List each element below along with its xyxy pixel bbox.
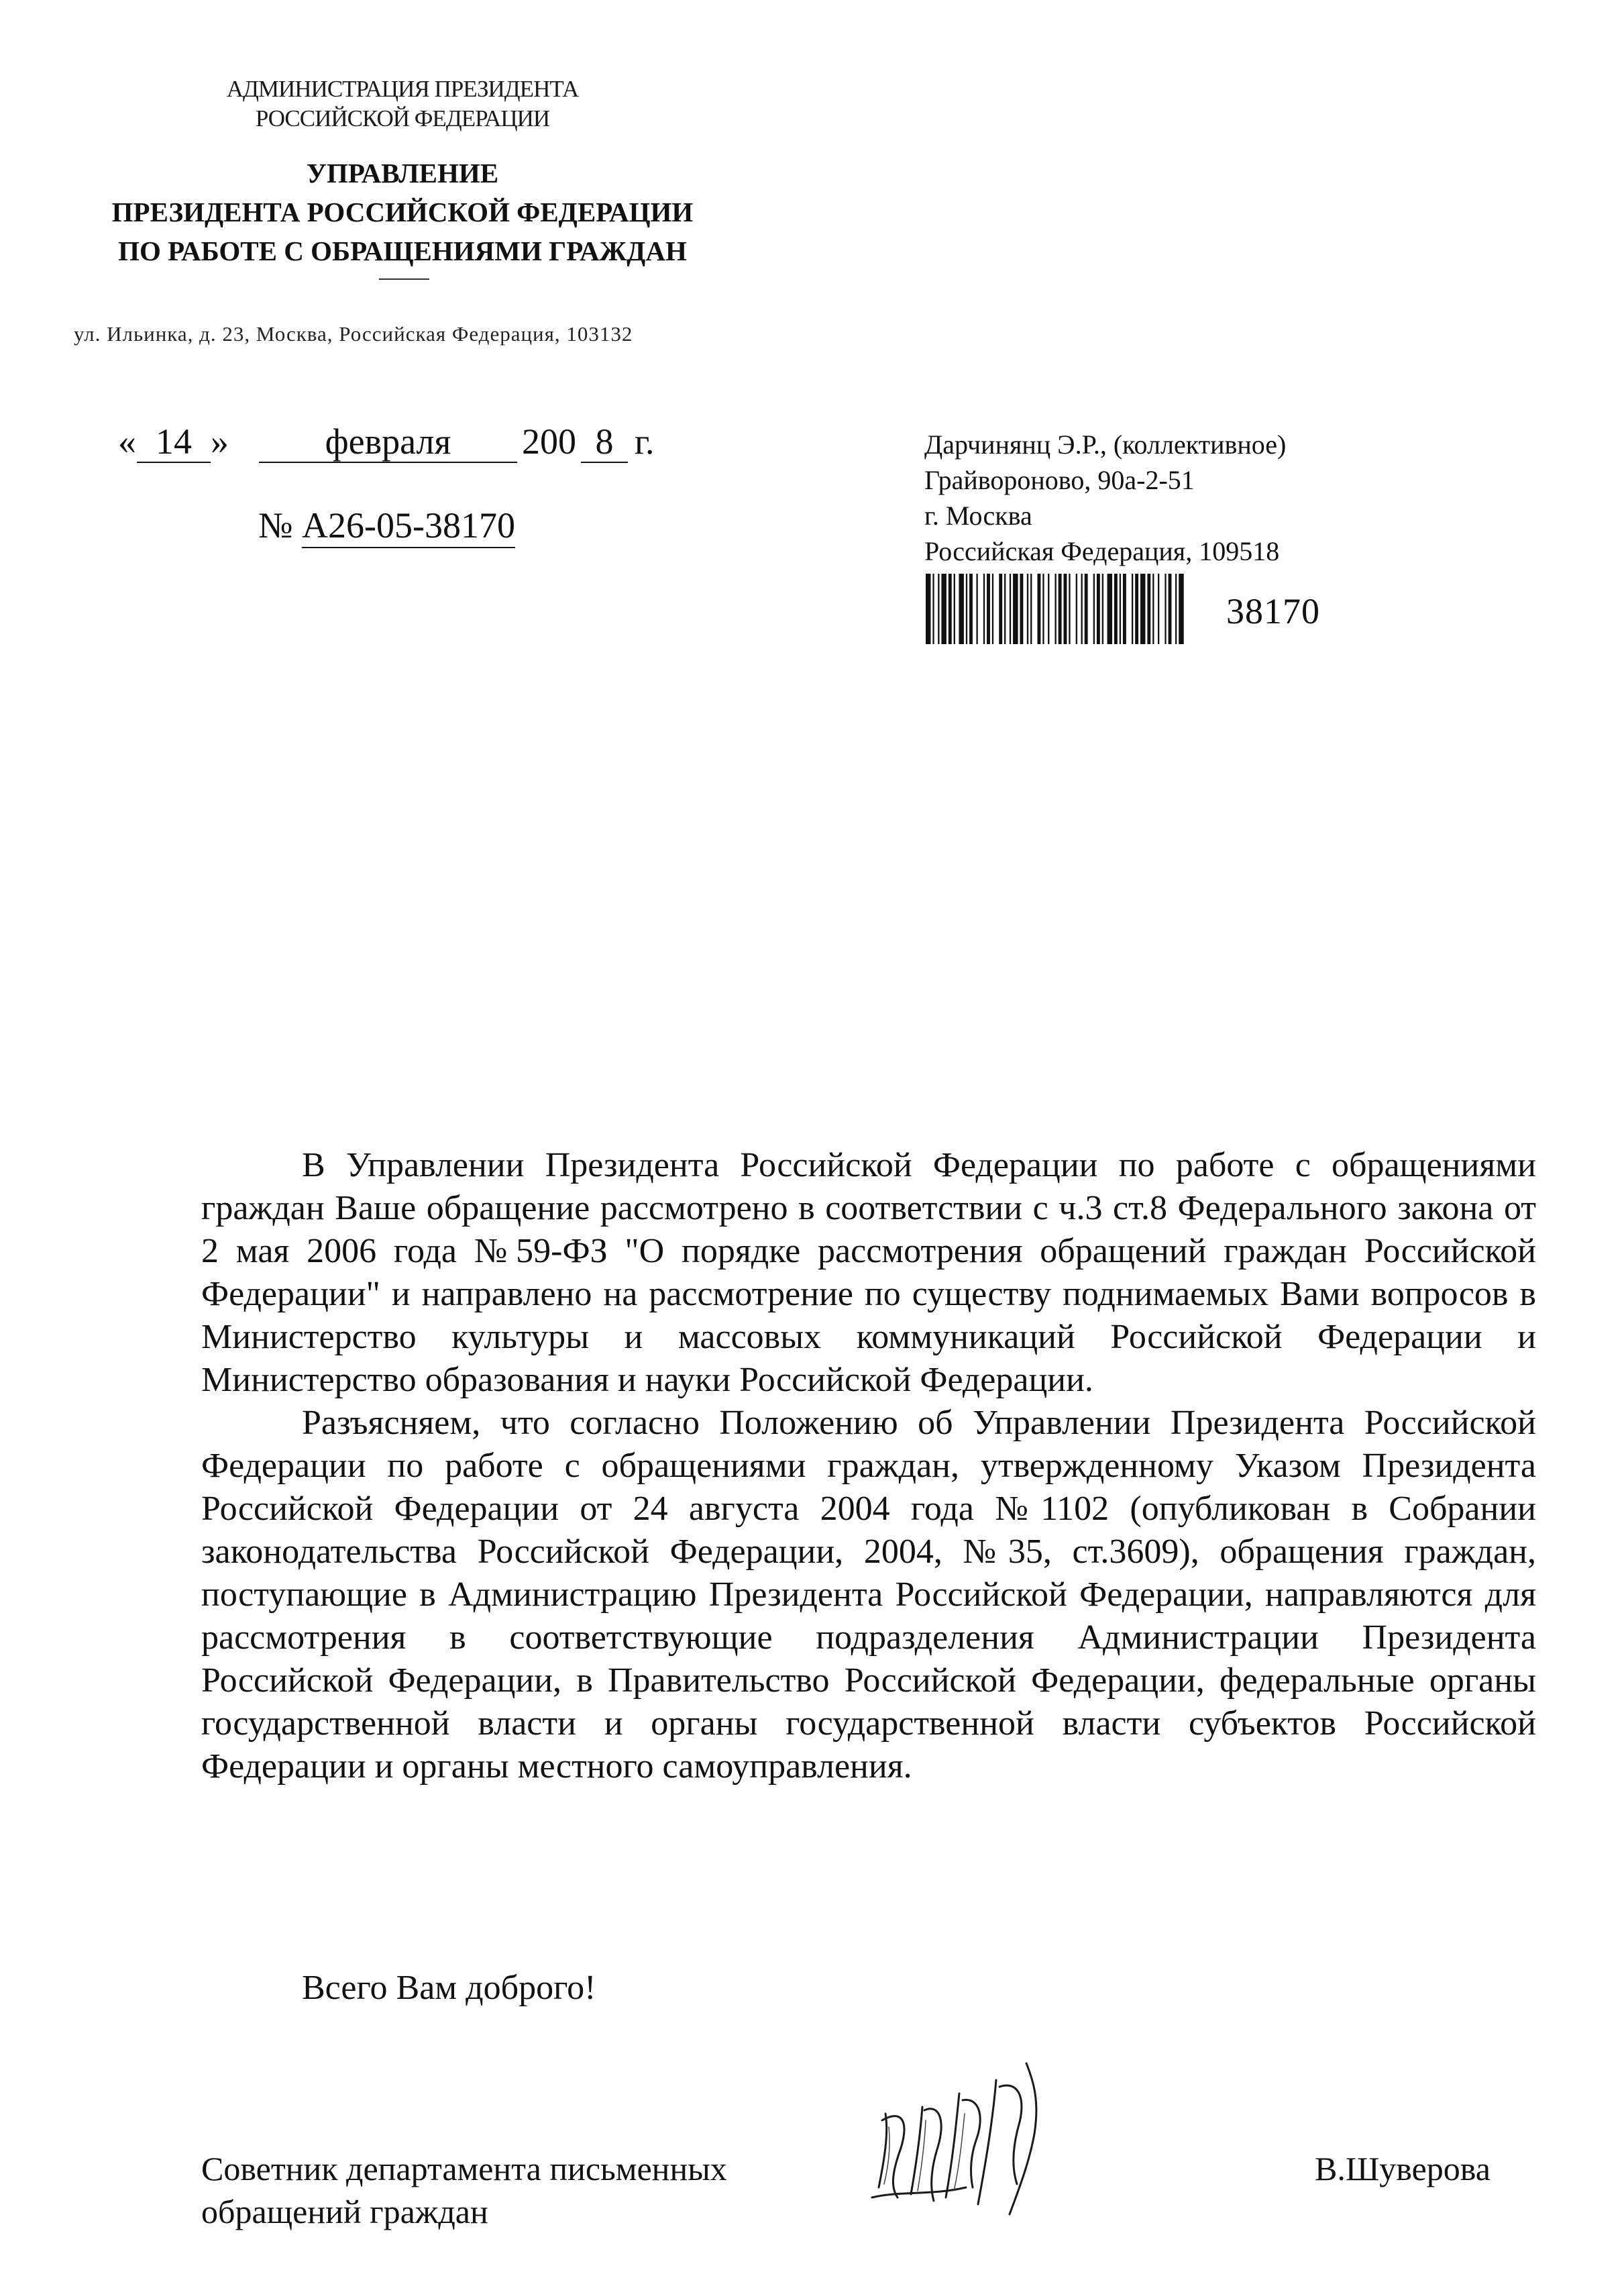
barcode-bar (1076, 574, 1077, 644)
signatory-name: В.Шуверова (1315, 2150, 1491, 2187)
barcode-bar (1097, 574, 1100, 644)
barcode-bar (938, 574, 939, 644)
barcode-bar (1135, 574, 1138, 644)
barcode-bar (1158, 574, 1159, 644)
signatory-title-line-1: Советник департамента письменных (201, 2150, 727, 2187)
barcode-bar (1165, 574, 1166, 644)
barcode-bar (1123, 574, 1126, 644)
barcode-bar (1048, 574, 1049, 644)
date-month: февраля (259, 421, 517, 463)
barcode-number: 38170 (1226, 591, 1320, 631)
barcode-bar (1030, 574, 1032, 644)
barcode-bar (1152, 574, 1154, 644)
closing-phrase: Всего Вам доброго! (302, 1969, 596, 2007)
letter-number (258, 505, 515, 552)
barcode-bar (1055, 574, 1057, 644)
barcode-bar (1027, 574, 1028, 644)
barcode-bar (926, 574, 931, 644)
barcode-image (926, 574, 1184, 644)
body-paragraph-1: В Управлении Президента Российской Федерации по работе с обращениями граждан Ваше обращение рассмотрено в соответствии с ч.3 ст.8 Федерального закона от 2 мая 2006 года №59-ФЗ "О порядке рассмотрения обращений граждан Российской Федерации" и направлено на рассмотрение по существу поднимаемых Вами вопросов в Министерство культуры и массовых коммуникаций Российской Федерации и Министерство образования и науки Российской Федерации. (201, 1146, 1536, 1399)
barcode-bar (1147, 574, 1150, 644)
department-address: ул. Ильинка, д. 23, Москва, Российская Федерация, 103132 (74, 322, 633, 346)
recipient-name: Дарчинянц Э.Р., (коллективное) (924, 429, 1287, 460)
department-title-line-3: ПО РАБОТЕ С ОБРАЩЕНИЯМИ ГРАЖДАН (118, 236, 687, 266)
barcode-bar (999, 574, 1002, 644)
date-year-suffix: 8 (581, 421, 628, 463)
barcode-bar (1004, 574, 1006, 644)
barcode-bar (969, 574, 973, 644)
barcode-bar (1010, 574, 1011, 644)
number-value: А26-05-38170 (302, 505, 515, 548)
department-title-line-1: УПРАВЛЕНИЕ (306, 158, 499, 189)
letter-body (201, 1144, 1536, 1788)
date-close-quote: » (211, 421, 229, 462)
barcode-bar (1114, 574, 1118, 644)
barcode-bar (1107, 574, 1113, 644)
date-year-mark: г. (635, 421, 655, 462)
barcode-bar (959, 574, 964, 644)
barcode-bar (954, 574, 955, 644)
barcode-bar (1175, 574, 1177, 644)
barcode-bar (1037, 574, 1040, 644)
barcode-bar (1042, 574, 1044, 644)
barcode-bar (1059, 574, 1062, 644)
barcode-bar (1093, 574, 1095, 644)
recipient-city: г. Москва (924, 501, 1032, 531)
department-title-line-2: ПРЕЗИДЕНТА РОССИЙСКОЙ ФЕДЕРАЦИИ (111, 197, 694, 227)
barcode-bar (1169, 574, 1172, 644)
administration-line-1: АДМИНИСТРАЦИЯ ПРЕЗИДЕНТА (226, 76, 579, 102)
recipient-street: Грайвороново, 90а-2-51 (924, 465, 1195, 495)
barcode-bar (1179, 574, 1184, 644)
barcode-bar (941, 574, 946, 644)
barcode-bar (1085, 574, 1088, 644)
barcode-bar (966, 574, 967, 644)
body-paragraph-2: Разъясняем, что согласно Положению об Управлении Президента Российской Федерации по работе с обращениями граждан, утвержденному Указом Президента Российской Федерации от 24 августа 2004 года №1102 (опубликован в Собрании законодательства Российской Федерации, 2004, №35, ст.3609), обращения граждан, поступающие в Администрацию Президента Российской Федерации, направляются для рассмотрения в соответствующие подразделения Администрации Президента Российской Федерации, в Правительство Российской Федерации, федеральные органы государственной власти и органы государственной власти субъектов Российской Федерации и органы местного самоуправления. (201, 1404, 1536, 1786)
barcode-bar (1069, 574, 1070, 644)
barcode-bar (976, 574, 977, 644)
barcode-bar (1120, 574, 1121, 644)
administration-line-2: РОССИЙСКОЙ ФЕДЕРАЦИИ (255, 105, 550, 132)
barcode-bar (1020, 574, 1023, 644)
barcode-bar (1132, 574, 1133, 644)
recipient-country: Российская Федерация, 109518 (924, 536, 1280, 566)
number-prefix: № (258, 505, 293, 546)
barcode-bar (992, 574, 993, 644)
barcode-bar (1102, 574, 1103, 644)
signatory-title (201, 2147, 872, 2233)
handwritten-signature (859, 2053, 1060, 2221)
barcode-bar (983, 574, 985, 644)
date-year-prefix: 200 (522, 421, 576, 462)
barcode-bar (1081, 574, 1083, 644)
barcode-bar (949, 574, 952, 644)
barcode-bar (932, 574, 934, 644)
signatory-title-line-2: обращений граждан (201, 2193, 488, 2230)
barcode-bar (1064, 574, 1067, 644)
recipient-block (924, 427, 1394, 569)
letterhead-divider (379, 278, 429, 280)
barcode-bar (1013, 574, 1018, 644)
date-day: 14 (137, 421, 211, 463)
barcode-bar (1140, 574, 1146, 644)
barcode-bar (987, 574, 990, 644)
date-open-quote: « (118, 421, 136, 462)
